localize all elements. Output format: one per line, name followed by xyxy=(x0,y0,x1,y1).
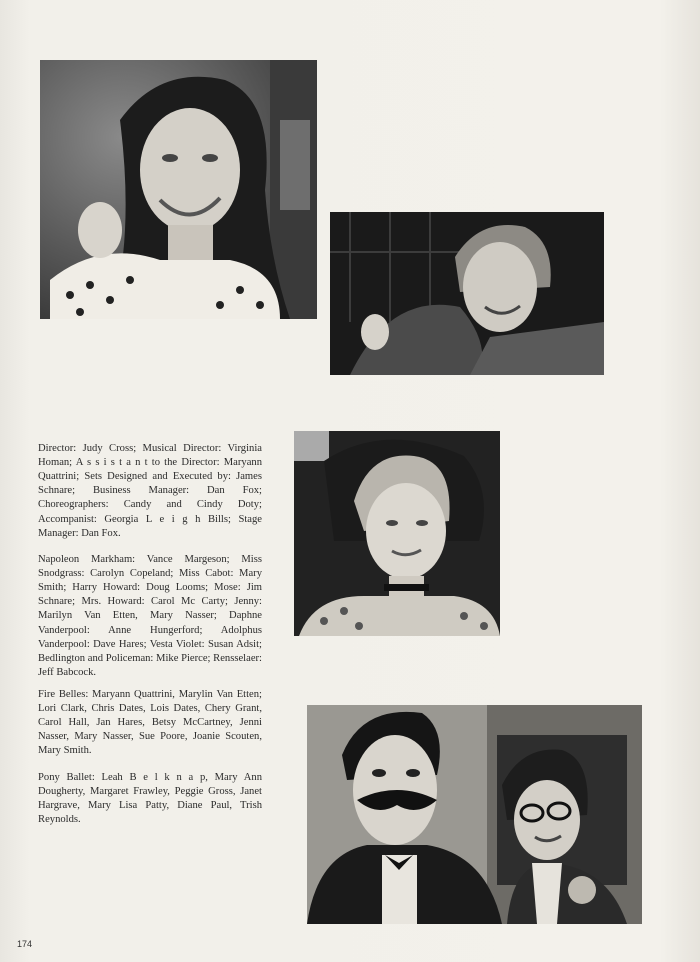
photo-young-man xyxy=(330,212,604,375)
credits-cast: Napoleon Markham: Vance Margeson; Miss Snodgrass: Carolyn Copeland; Miss Cabot: Mary Smith; Harry Howard: Doug Looms; Mose: Jim Schnare; Mrs. Howard: Carol Mc Carty; Jenny: Marilyn Van Etten, Mary Nasser; Daphne Vanderpool: Anne Hungerford; Adolphus Vanderpool: Dave Hares; Vesta Violet: Susan Adsit; Bedlington and Policeman: Mike Pierce; Rensselaer: Jeff Babcock. xyxy=(38,553,262,679)
photo-woman-costume xyxy=(294,431,500,636)
photo-mustache-man-and-woman xyxy=(307,705,642,924)
credits-pony-ballet: Pony Ballet: Leah B e l k n a p, Mary Ann Dougherty, Margaret Frawley, Peggie Gross, Janet Hargrave, Mary Lisa Patty, Diane Paul, Trish Reynolds. xyxy=(38,771,262,826)
credits-fire-belles: Fire Belles: Maryann Quattrini, Marylin Van Etten; Lori Clark, Chris Dates, Lois Dates, Chery Grant, Carol Hall, Jan Hares, Betsy McCartney, Jenni Nasser, Mary Nasser, Sue Poore, Joanie Scouten, Mary Smith. xyxy=(38,688,262,757)
page-number: 174 xyxy=(17,939,33,949)
credits-staff: Director: Judy Cross; Musical Director: Virginia Homan; A s s i s t a n t to the Director: Maryann Quattrini; Sets Designed and Executed by: James Schnare; Business Manager: Dan Fox; Choreographers: Candy and Cindy Doty; Accompanist: Georgia L e i g h Bills; Stage Manager: Dan Fox. xyxy=(38,442,262,539)
photo-smiling-girl xyxy=(40,60,317,319)
